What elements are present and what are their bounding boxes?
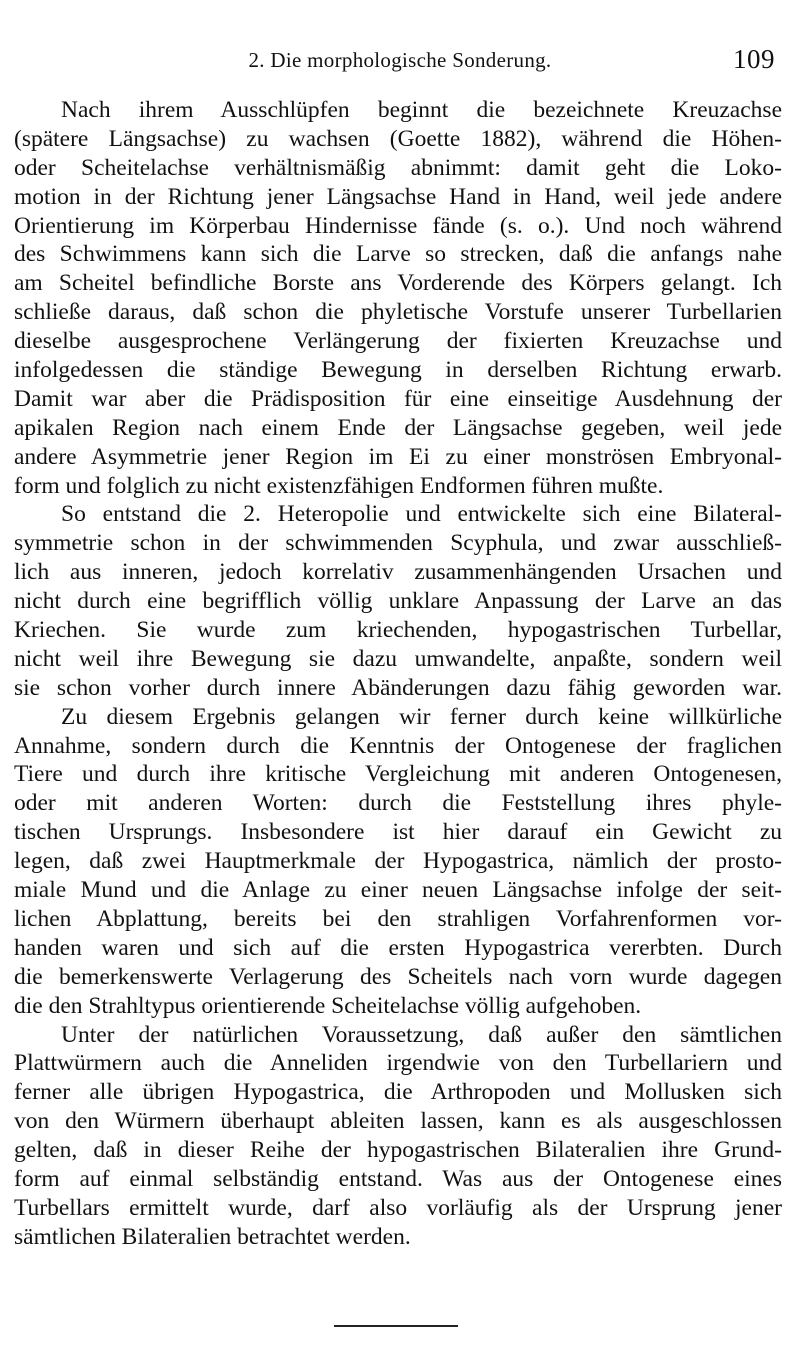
text-line: handen waren und sich auf die ersten Hypogastrica vererbten. Durch <box>14 934 782 961</box>
text-line: Annahme, sondern durch die Kenntnis der Ontogenese der fraglichen <box>14 732 782 759</box>
body-text <box>14 96 782 1252</box>
text-line: ferner alle übrigen Hypogastrica, die Arthropoden und Mollusken sich <box>14 1079 782 1106</box>
text-line: form und folglich zu nicht existenzfähigen Endformen führen mußte. <box>14 472 664 499</box>
text-line: infolgedessen die ständige Bewegung in derselben Richtung erwarb. <box>14 357 782 384</box>
text-line: lich aus inneren, jedoch korrelativ zusammenhängenden Ursachen und <box>14 559 782 586</box>
text-line: Kriechen. Sie wurde zum kriechenden, hypogastrischen Turbellar, <box>14 617 782 644</box>
text-line: nicht durch eine begrifflich völlig unklare Anpassung der Larve an das <box>14 588 782 615</box>
text-line: am Scheitel befindliche Borste ans Vorderende des Körpers gelangt. Ich <box>14 270 782 297</box>
text-line: legen, daß zwei Hauptmerkmale der Hypogastrica, nämlich der prosto- <box>14 848 782 875</box>
text-line: motion in der Richtung jener Längsachse Hand in Hand, weil jede andere <box>14 183 782 210</box>
text-line: Unter der natürlichen Voraussetzung, daß außer den sämtlichen <box>61 1021 782 1048</box>
text-line: des Schwimmens kann sich die Larve so strecken, daß die anfangs nahe <box>14 241 782 268</box>
text-line: Plattwürmern auch die Anneliden irgendwie von den Turbellariern und <box>14 1050 782 1077</box>
text-line: miale Mund und die Anlage zu einer neuen Längsachse infolge der seit- <box>14 877 782 904</box>
text-line: gelten, daß in dieser Reihe der hypogastrischen Bilateralien ihre Grund- <box>14 1137 782 1164</box>
text-line: schließe daraus, daß schon die phyletische Vorstufe unserer Turbellarien <box>14 299 782 326</box>
text-line: die den Strahltypus orientierende Scheitelachse völlig aufgehoben. <box>14 992 642 1019</box>
text-line: die bemerkenswerte Verlagerung des Scheitels nach vorn wurde dagegen <box>14 963 782 990</box>
text-line: Orientierung im Körperbau Hindernisse fände (s. o.). Und noch während <box>14 212 782 239</box>
text-line: andere Asymmetrie jener Region im Ei zu einer monströsen Embryonal- <box>14 443 782 470</box>
text-line: lichen Abplattung, bereits bei den strahligen Vorfahrenformen vor- <box>14 905 782 932</box>
text-line: oder mit anderen Worten: durch die Feststellung ihres phyle- <box>14 790 782 817</box>
page-number: 109 <box>733 44 775 74</box>
text-line: tischen Ursprungs. Insbesondere ist hier darauf ein Gewicht zu <box>14 819 782 846</box>
text-line: Zu diesem Ergebnis gelangen wir ferner durch keine willkürliche <box>61 703 782 730</box>
text-line: So entstand die 2. Heteropolie und entwickelte sich eine Bilateral- <box>61 501 782 528</box>
footnote-divider <box>334 1325 458 1327</box>
text-line: symmetrie schon in der schwimmenden Scyphula, und zwar ausschließ- <box>14 530 782 557</box>
text-line: apikalen Region nach einem Ende der Längsachse gegeben, weil jede <box>14 414 782 441</box>
text-line: Nach ihrem Ausschlüpfen beginnt die bezeichnete Kreuzachse <box>61 97 782 123</box>
text-line: dieselbe ausgesprochene Verlängerung der fixierten Kreuzachse und <box>14 328 782 355</box>
text-line: Damit war aber die Prädisposition für eine einseitige Ausdehnung der <box>14 385 782 412</box>
text-line: von den Würmern überhaupt ableiten lassen, kann es als ausgeschlossen <box>14 1108 782 1135</box>
text-line: nicht weil ihre Bewegung sie dazu umwandelte, anpaßte, sondern weil <box>14 645 782 672</box>
text-line: (spätere Längsachse) zu wachsen (Goette 1882), während die Höhen- <box>14 125 782 152</box>
text-line: sämtlichen Bilateralien betrachtet werden. <box>14 1223 411 1250</box>
text-line: Tiere und durch ihre kritische Vergleichung mit anderen Ontogenesen, <box>14 761 782 788</box>
text-line: oder Scheitelachse verhältnismäßig abnimmt: damit geht die Loko- <box>14 154 782 181</box>
text-line: Turbellars ermittelt wurde, darf also vorläufig als der Ursprung jener <box>14 1194 782 1221</box>
running-header <box>0 44 800 84</box>
text-line: form auf einmal selbständig entstand. Was aus der Ontogenese eines <box>14 1165 782 1192</box>
running-header-title: 2. Die morphologische Sonderung. <box>248 48 552 72</box>
text-line: sie schon vorher durch innere Abänderungen dazu fähig geworden war. <box>14 674 782 701</box>
